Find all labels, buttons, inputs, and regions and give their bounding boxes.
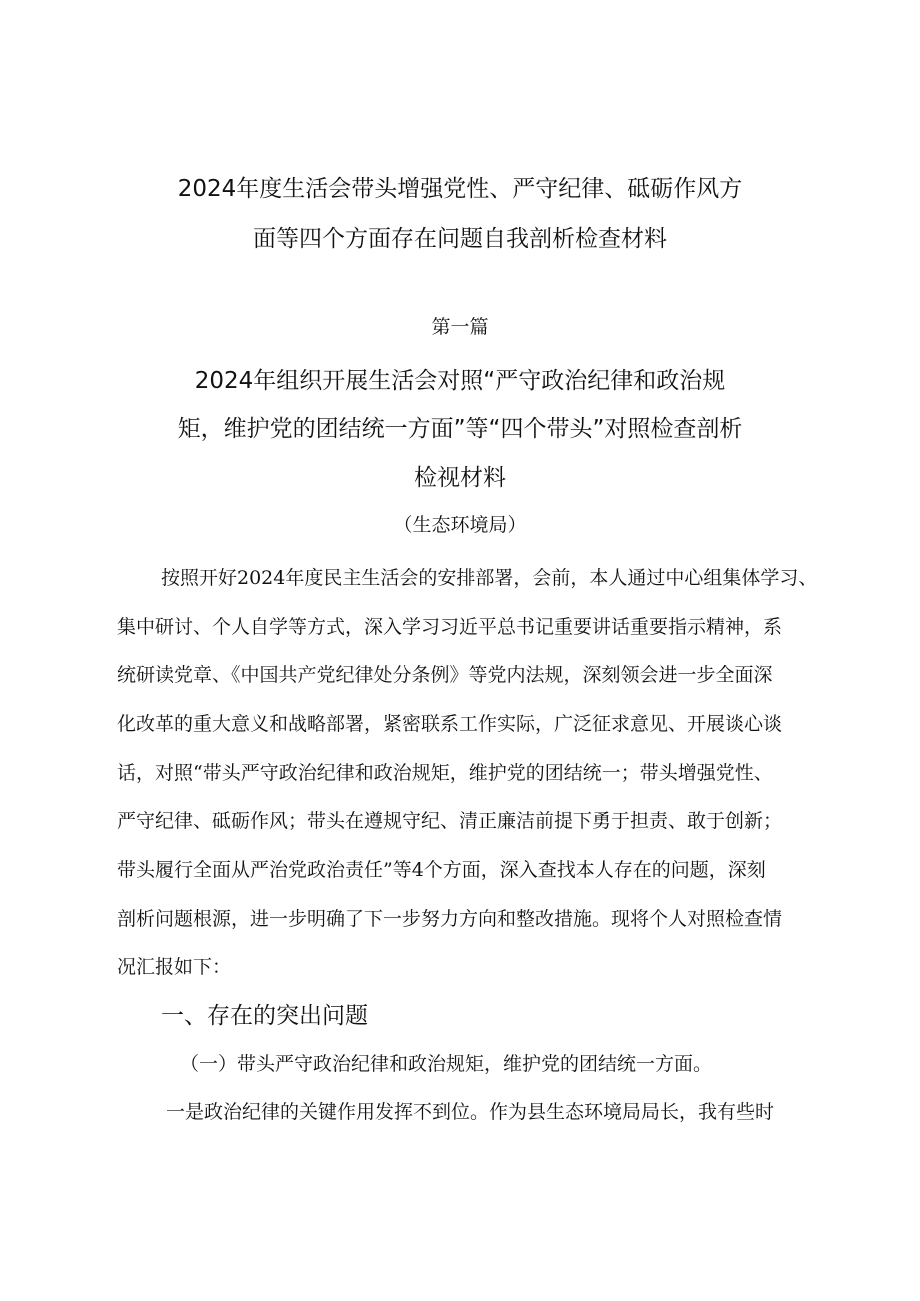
intro-line-7: 带头履行全面从严治党政治责任”等4个方面，深入查找本人存在的问题，深刻 [117,859,766,881]
intro-line-6: 严守纪律、砥砺作风；带头在遵规守纪、清正廉洁前提下勇于担责、敢于创新； [117,810,783,832]
intro-line-1: 按照开好2024年度民主生活会的安排部署，会前，本人通过中心组集体学习、 [161,567,818,589]
part-title-line-3: 检视材料 [414,465,506,491]
organization-label: （生态环境局） [393,514,527,536]
intro-line-5: 话，对照“带头严守政治纪律和政治规矩，维护党的团结统一；带头增强党性、 [117,762,773,784]
intro-line-2: 集中研讨、个人自学等方式，深入学习习近平总书记重要讲话重要指示精神，系 [117,616,783,638]
part-label: 第一篇 [431,316,489,338]
intro-line-8: 剖析问题根源，进一步明确了下一步努力方向和整改措施。现将个人对照检查情 [117,908,783,930]
subsection-one-heading: （一）带头严守政治纪律和政治规矩，维护党的团结统一方面。 [180,1053,713,1075]
part-title-line-1: 2024年组织开展生活会对照“严守政治纪律和政治规 [194,368,726,394]
part-title-line-2: 矩，维护党的团结统一方面”等“四个带头”对照检查剖析 [177,416,743,442]
main-title-line-2: 面等四个方面存在问题自我剖析检查材料 [253,226,667,252]
first-point-line: 一是政治纪律的关键作用发挥不到位。作为县生态环境局局长，我有些时 [166,1101,775,1123]
main-title-line-1: 2024年度生活会带头增强党性、严守纪律、砥砺作风方 [177,176,743,202]
intro-line-9: 况汇报如下： [117,956,232,978]
intro-line-4: 化改革的重大意义和战略部署，紧密联系工作实际，广泛征求意见、开展谈心谈 [117,713,783,735]
section-one-heading: 一、存在的突出问题 [161,1003,368,1029]
intro-line-3: 统研读党章、《中国共产党纪律处分条例》等党内法规，深刻领会进一步全面深 [117,664,773,686]
